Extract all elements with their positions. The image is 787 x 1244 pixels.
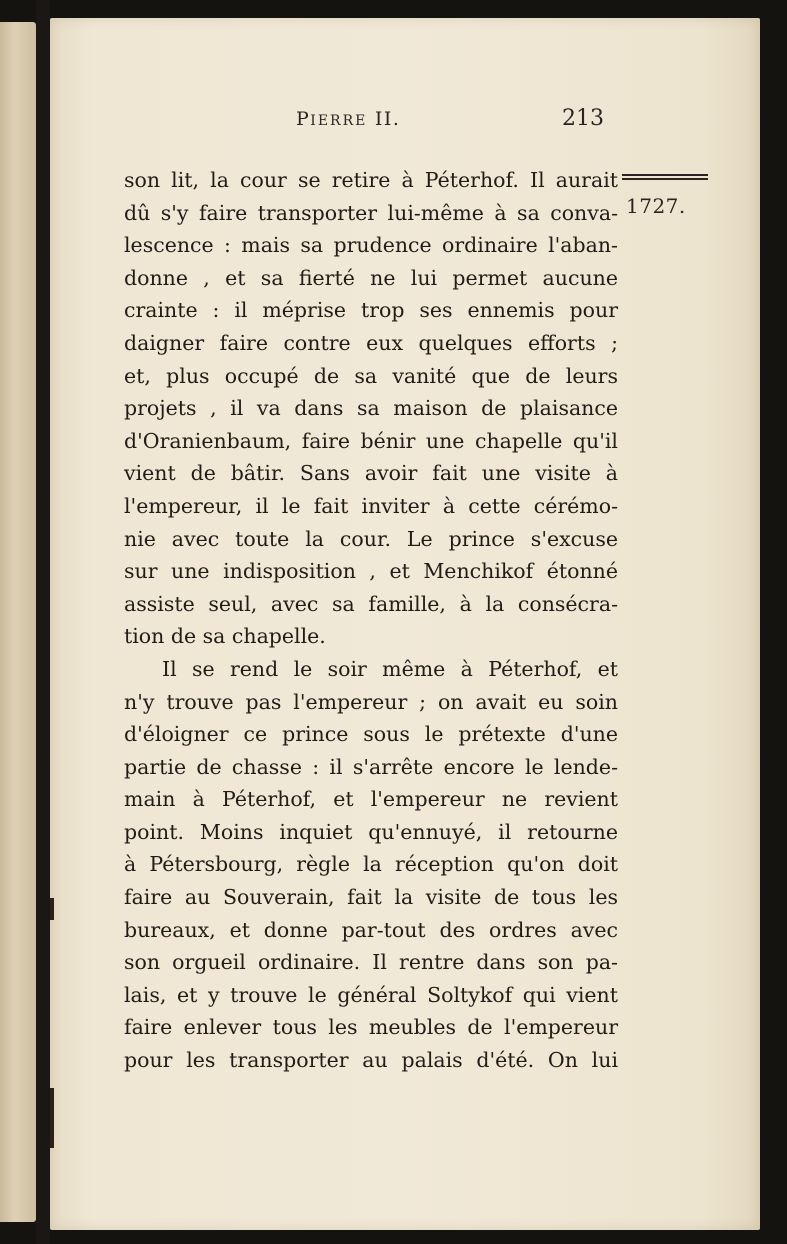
text-line: assiste seul, avec sa famille, à la consécra- [124, 591, 618, 616]
text-line: faire au Souverain, fait la visite de tous les [124, 885, 618, 910]
text-line: d'Oranienbaum, faire bénir une chapelle qu'il [124, 428, 618, 453]
text-line: lescence : mais sa prudence ordinaire l'aban- [124, 233, 618, 258]
title-smallcaps: IERRE [310, 113, 368, 129]
body-text [124, 164, 618, 1077]
facing-page-edge [0, 22, 36, 1222]
text-line: son orgueil ordinaire. Il rentre dans son pa- [124, 950, 618, 975]
text-line: nie avec toute la cour. Le prince s'excuse [124, 526, 618, 551]
book-page [50, 18, 760, 1230]
text-line: pour les transporter au palais d'été. On lui [124, 1048, 618, 1073]
text-line: main à Péterhof, et l'empereur ne revient [124, 787, 618, 812]
text-line: son lit, la cour se retire à Péterhof. Il aurait [124, 168, 618, 192]
title-initial: P [296, 108, 311, 130]
text-line: daigner faire contre eux quelques efforts ; [124, 330, 618, 355]
text-line: point. Moins inquiet qu'ennuyé, il retourne [124, 819, 618, 844]
text-line: sur une indisposition , et Menchikof étonné [124, 559, 618, 584]
book-gutter [36, 0, 50, 1244]
text-line: à Pétersbourg, règle la réception qu'on doit [124, 852, 618, 877]
text-line: lais, et y trouve le général Soltykof qui vient [124, 982, 618, 1007]
margin-year: 1727. [626, 194, 686, 218]
page-number: 213 [562, 106, 604, 131]
text-line: l'empereur, il le fait inviter à cette cérémo- [124, 493, 618, 518]
binding-mark [50, 1088, 54, 1148]
running-head [50, 104, 760, 134]
text-line: et, plus occupé de sa vanité que de leurs [124, 363, 618, 388]
text-line: bureaux, et donne par-tout des ordres avec [124, 917, 618, 942]
text-line: dû s'y faire transporter lui-même à sa conva- [124, 200, 618, 225]
text-line: crainte : il méprise trop ses ennemis pour [124, 298, 618, 323]
title-numeral: II. [374, 108, 401, 130]
text-line: n'y trouve pas l'empereur ; on avait eu soin [124, 689, 618, 714]
paragraph-start-line: Il se rend le soir même à Péterhof, et [162, 656, 618, 681]
text-line: d'éloigner ce prince sous le prétexte d'une [124, 722, 618, 747]
margin-rule [622, 174, 708, 182]
text-line: vient de bâtir. Sans avoir fait une visite à [124, 461, 618, 486]
text-line: faire enlever tous les meubles de l'empereur [124, 1015, 618, 1040]
text-line: donne , et sa fierté ne lui permet aucune [124, 265, 618, 290]
page-title [296, 108, 400, 130]
text-line: tion de sa chapelle. [124, 624, 326, 649]
binding-mark [50, 898, 54, 920]
text-line: partie de chasse : il s'arrête encore le lende- [124, 754, 618, 779]
text-line: projets , il va dans sa maison de plaisance [124, 396, 618, 421]
